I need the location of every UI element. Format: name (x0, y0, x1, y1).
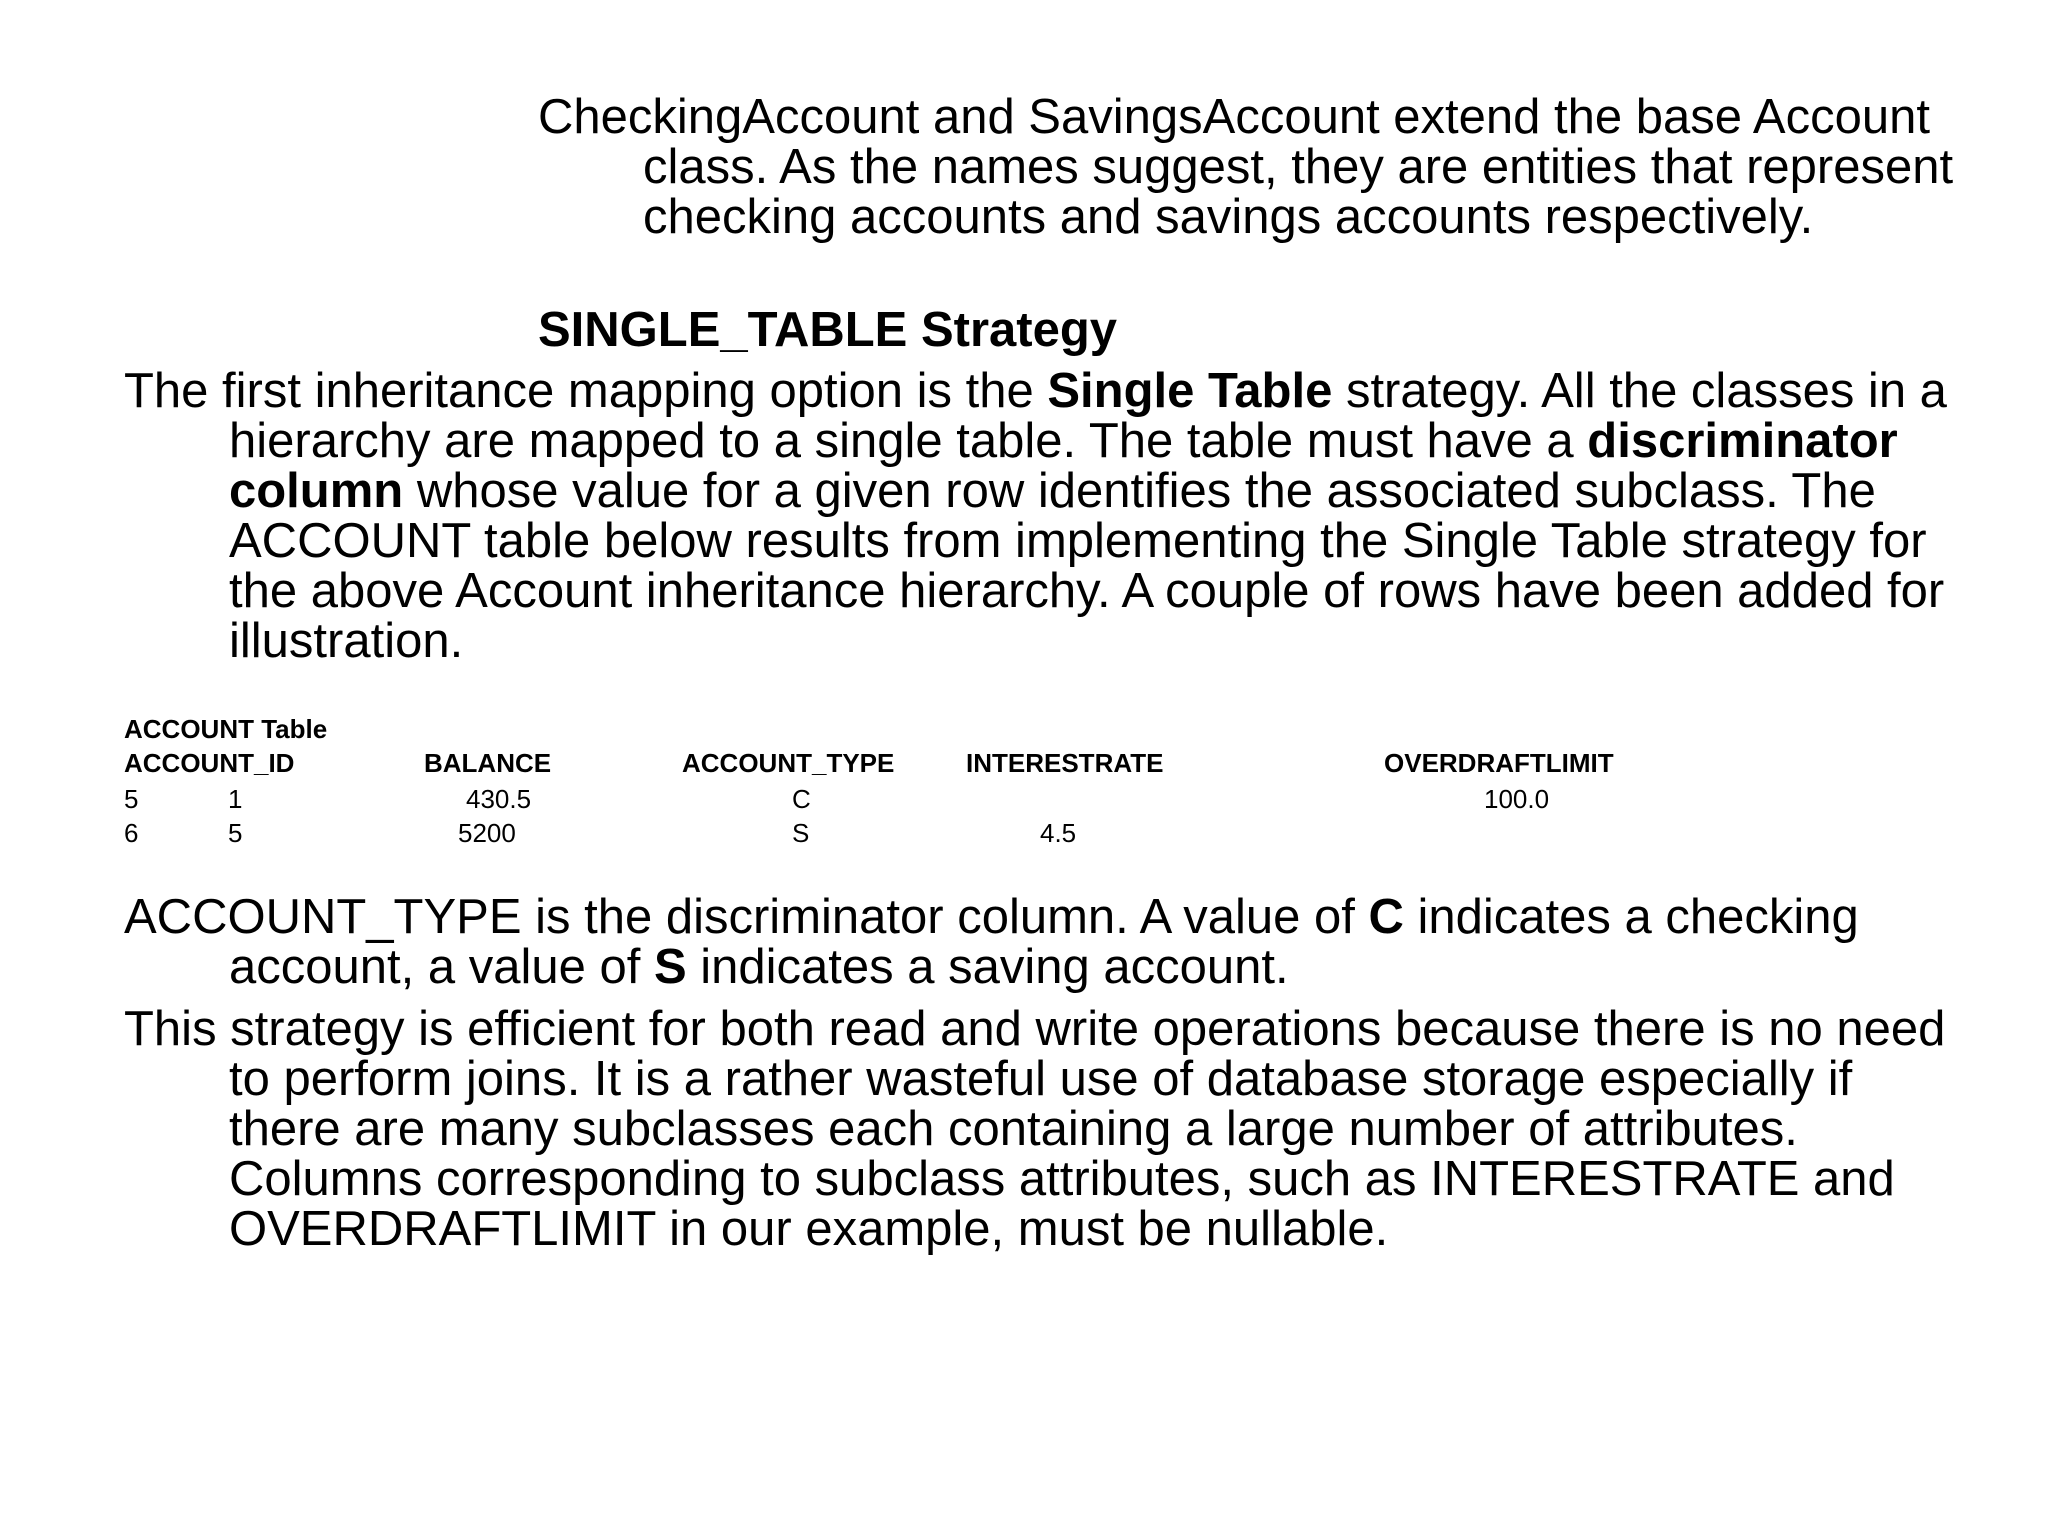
row1-cell-b: 1 (228, 784, 243, 814)
section-heading: SINGLE_TABLE Strategy (538, 303, 1118, 357)
single-table-paragraph (124, 364, 1969, 668)
discriminator-paragraph (124, 890, 1969, 994)
row1-limit: 100.0 (1484, 784, 1550, 814)
row1-cell-a: 5 (124, 784, 139, 814)
p2-text-2: indicates a checking account, a value of (229, 890, 1859, 994)
row2-cell-b: 5 (228, 818, 243, 848)
table-title: ACCOUNT Table (124, 714, 328, 744)
col-header-account-id: ACCOUNT_ID (124, 748, 295, 778)
p2-bold-c: C (1368, 890, 1404, 944)
col-header-account-type: ACCOUNT_TYPE (682, 748, 895, 778)
p1-bold-discriminator: discriminator column (229, 414, 1898, 518)
row1-balance: 430.5 (466, 784, 532, 814)
p1-text-2: strategy. All the classes in a hierarchy are mapped to a single table. The table must have a (229, 364, 1947, 468)
p1-text-3: whose value for a given row identifies the associated subclass. The ACCOUNT table below results from implementing the Single Table strategy for the above Account inheritance hierarchy. A couple of rows have been added for illustration. (229, 464, 1945, 668)
col-header-balance: BALANCE (424, 748, 552, 778)
col-header-interestrate: INTERESTRATE (966, 748, 1164, 778)
p2-text-1: ACCOUNT_TYPE is the discriminator column. A value of (124, 890, 1369, 944)
p2-text-3: indicates a saving account. (686, 940, 1289, 994)
p2-bold-s: S (653, 940, 687, 994)
p1-text-1: The first inheritance mapping option is the (124, 364, 1048, 418)
row2-type: S (792, 818, 810, 848)
row1-type: C (792, 784, 811, 814)
intro-paragraph: CheckingAccount and SavingsAccount extend the base Account class. As the names suggest, they are entities that represent checking accounts and savings accounts respectively. (538, 90, 1954, 244)
p1-bold-single-table: Single Table (1047, 364, 1333, 418)
row2-balance: 5200 (458, 818, 516, 848)
col-header-overdraftlimit: OVERDRAFTLIMIT (1384, 748, 1614, 778)
row2-cell-a: 6 (124, 818, 139, 848)
row2-rate: 4.5 (1040, 818, 1077, 848)
efficiency-paragraph: This strategy is efficient for both read and write operations because there is no need to perform joins. It is a rather wasteful use of database storage especially if there are many subclasses each containing a large number of attributes. Columns corresponding to subclass attributes, such as INTERESTRATE and OVERDRAFTLIMIT in our example, must be nullable. (124, 1002, 1946, 1256)
